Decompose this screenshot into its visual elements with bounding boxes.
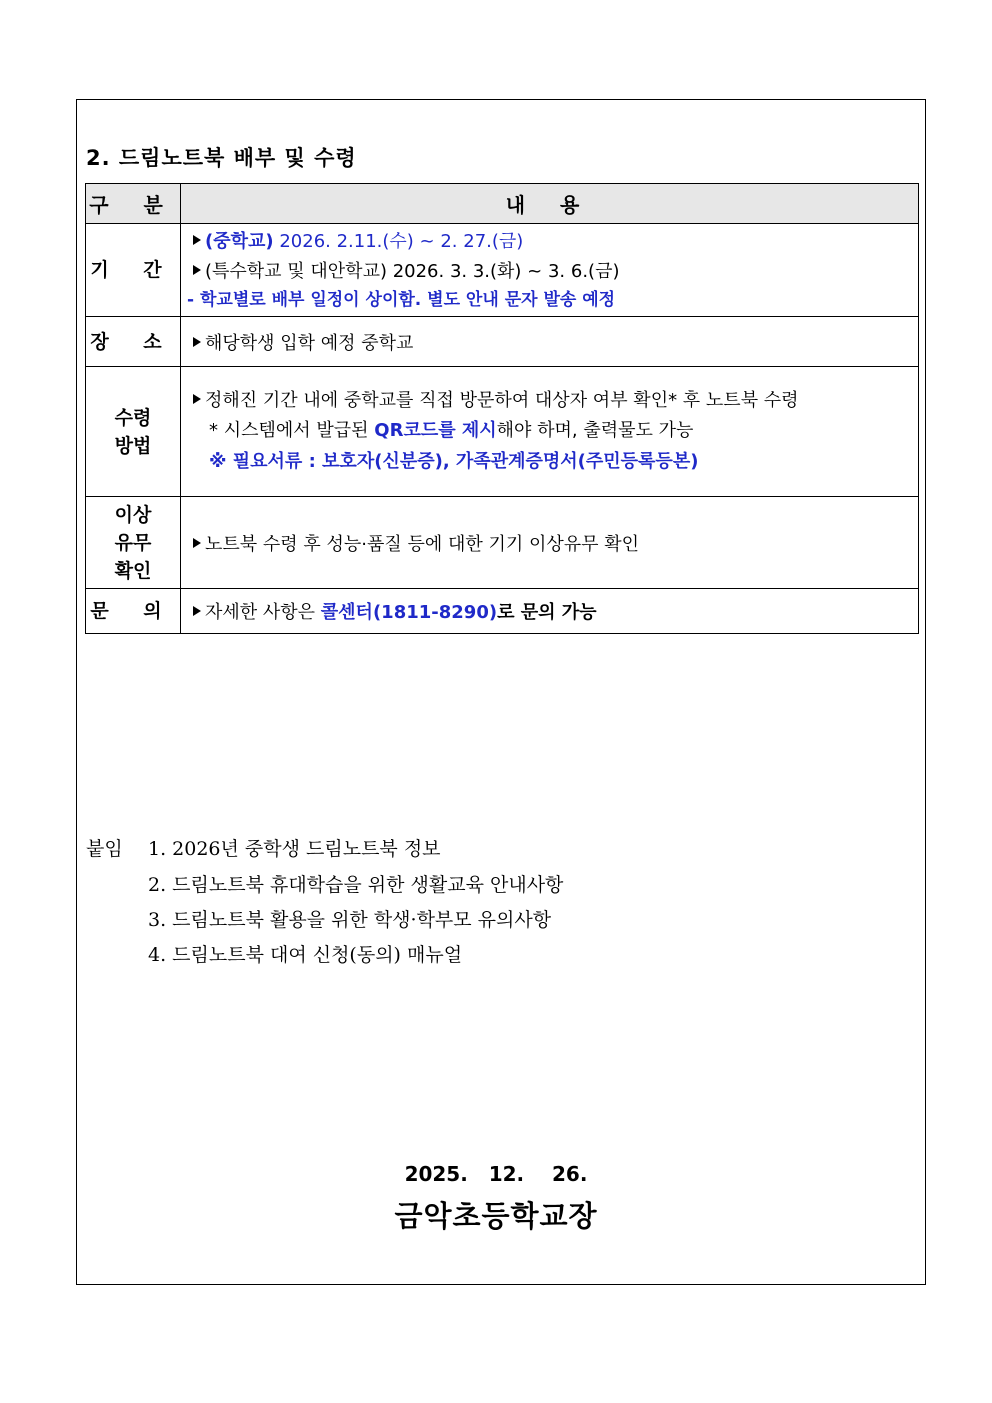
period-special-text: (특수학교 및 대안학교) 2026. 3. 3.(화) ~ 3. 6.(금)	[205, 261, 620, 282]
method-content	[181, 367, 919, 497]
check-line: 노트북 수령 후 성능·품질 등에 대한 기기 이상유무 확인	[193, 530, 918, 556]
attachment-item: 3. 드림노트북 활용을 위한 학생·학부모 유의사항	[148, 909, 552, 931]
header-category: 구 분	[86, 184, 181, 224]
inquiry-content	[181, 589, 919, 634]
period-line-middle	[193, 227, 918, 257]
method-line-2: * 시스템에서 발급된 QR코드를 제시해야 하며, 출력물도 가능	[209, 419, 694, 441]
period-note: - 학교별로 배부 일정이 상이함. 별도 안내 문자 발송 예정	[187, 290, 616, 310]
table-header-row	[86, 184, 919, 224]
triangle-bullet-icon	[193, 337, 201, 347]
table-row	[86, 497, 919, 589]
check-content	[181, 497, 919, 589]
attachment-item: 2. 드림노트북 휴대학습을 위한 생활교육 안내사항	[148, 874, 564, 896]
method-required-documents: ※ 필요서류 : 보호자(신분증), 가족관계증명서(주민등록등본)	[209, 450, 699, 472]
place-content	[181, 317, 919, 367]
signer-title: 금악초등학교장	[394, 1199, 598, 1233]
inquiry-line: 자세한 사항은 콜센터(1811-8290)로 문의 가능	[193, 598, 918, 624]
period-line-special	[193, 257, 918, 287]
method-line-1: 정해진 기간 내에 중학교를 직접 방문하여 대상자 여부 확인* 후 노트북 수령	[193, 386, 918, 416]
triangle-bullet-icon	[193, 606, 201, 616]
attachment-item: 1. 2026년 중학생 드림노트북 정보	[148, 838, 441, 860]
period-middle-dates: 2026. 2.11.(수) ~ 2. 27.(금)	[273, 231, 524, 252]
label-inquiry: 문 의	[86, 589, 181, 634]
attachments-label: 붙임	[86, 838, 123, 860]
table-row	[86, 224, 919, 317]
triangle-bullet-icon	[193, 235, 201, 245]
period-middle-label: (중학교)	[205, 231, 274, 252]
triangle-bullet-icon	[193, 394, 201, 404]
label-method: 수령 방법	[86, 367, 181, 497]
period-content	[181, 224, 919, 317]
issue-date: 2025. 12. 26.	[404, 1162, 588, 1186]
attachment-item: 4. 드림노트북 대여 신청(동의) 매뉴얼	[148, 944, 463, 966]
section-title: 2. 드림노트북 배부 및 수령	[86, 146, 357, 170]
header-content: 내 용	[181, 184, 919, 224]
call-center-number: 콜센터(1811-8290)	[320, 602, 498, 623]
place-text: 해당학생 입학 예정 중학교	[205, 332, 414, 354]
triangle-bullet-icon	[193, 265, 201, 275]
place-line	[193, 329, 918, 355]
distribution-table	[85, 183, 919, 634]
table-row	[86, 589, 919, 634]
table-row	[86, 367, 919, 497]
triangle-bullet-icon	[193, 538, 201, 548]
label-check: 이상 유무 확인	[86, 497, 181, 589]
table-row	[86, 317, 919, 367]
label-period: 기 간	[86, 224, 181, 317]
label-place: 장 소	[86, 317, 181, 367]
